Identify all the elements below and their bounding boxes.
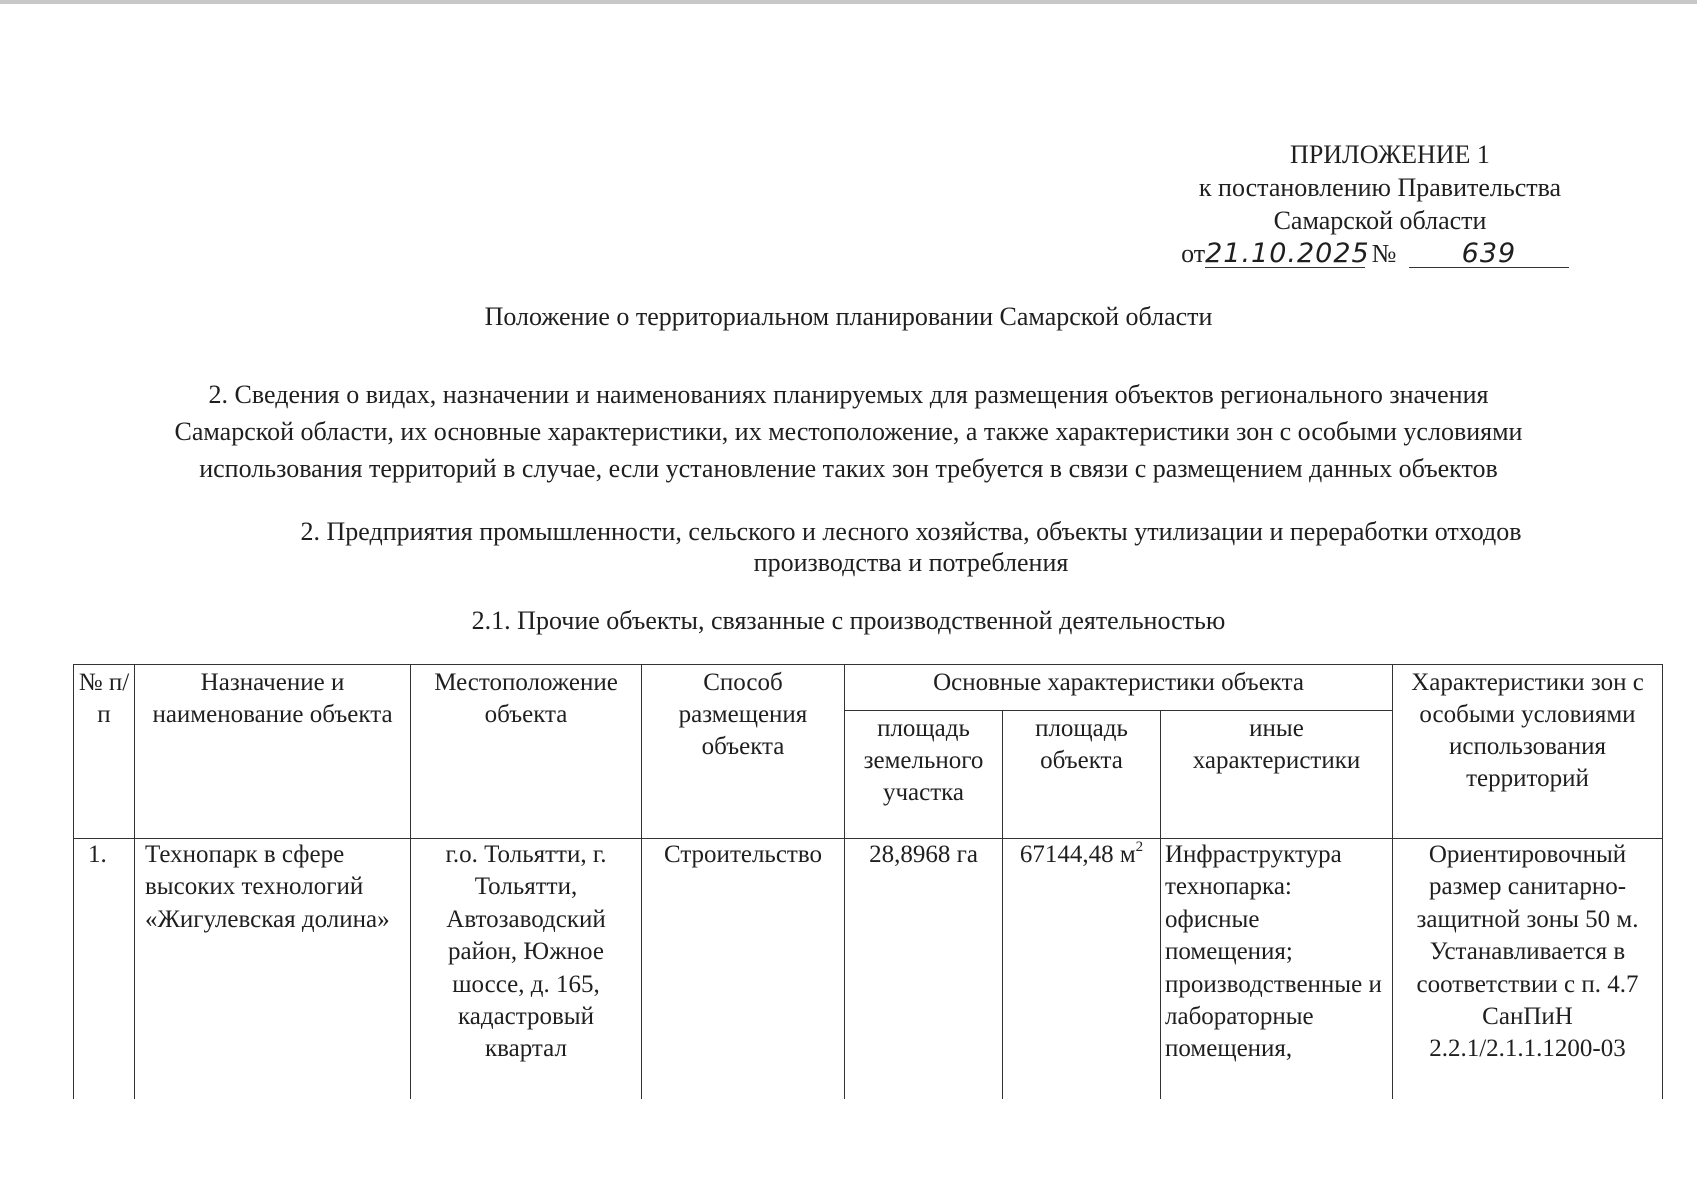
- row-object-area-unit-power: 2: [1135, 839, 1144, 855]
- header-purpose: Назначение и наименование объекта: [135, 665, 411, 839]
- appendix-region: Самарской области: [1273, 206, 1487, 235]
- row-method: Строительство: [642, 839, 845, 1099]
- decree-line: [1150, 237, 1600, 270]
- appendix-decree: к постановлению Правительства: [1198, 173, 1562, 202]
- header-object-area: площадь объекта: [1003, 711, 1161, 839]
- row-object-area: [1003, 839, 1161, 1099]
- date-prefix: от: [1181, 239, 1206, 268]
- row-other-characteristics: Инфраструктура технопарка: офисные помещения; производственные и лабораторные помещения,: [1161, 839, 1393, 1099]
- appendix-block: [1160, 138, 1600, 270]
- section-2-line-2: Самарской области, их основные характеристики, их местоположение, а также характеристики зон с особыми условиями: [174, 417, 1523, 446]
- handwritten-number: 639: [1409, 241, 1569, 268]
- header-main-characteristics: Основные характеристики объекта: [845, 665, 1393, 711]
- section-2-2-heading: [0, 516, 1697, 578]
- section-2-line-1: 2. Сведения о видах, назначении и наименованиях планируемых для размещения объектов регионального значения: [208, 380, 1489, 409]
- table-row: [74, 839, 1663, 1099]
- document-title: Положение о территориальном планировании Самарской области: [484, 302, 1213, 331]
- header-location: Местоположение объекта: [411, 665, 642, 839]
- header-method: Способ размещения объекта: [642, 665, 845, 839]
- row-location: г.о. Тольятти, г. Тольятти, Автозаводский район, Южное шоссе, д. 165, кадастровый квартал: [411, 839, 642, 1099]
- section-2-line-3: использования территорий в случае, если установление таких зон требуется в связи с размещением данных объектов: [199, 454, 1498, 483]
- section-2-2-line-1: 2. Предприятия промышленности, сельского и лесного хозяйства, объекты утилизации и переработки отходов: [300, 517, 1522, 546]
- row-object-area-value: 67144,48 м: [1019, 841, 1136, 868]
- row-purpose: Технопарк в сфере высоких технологий «Жигулевская долина»: [135, 839, 411, 1099]
- header-zones: Характеристики зон с особыми условиями использования территорий: [1393, 665, 1663, 839]
- number-sign: №: [1371, 239, 1397, 268]
- header-land-area: площадь земельного участка: [845, 711, 1003, 839]
- row-zones: Ориентировочный размер санитарно-защитной зоны 50 м. Устанавливается в соответствии с п. 4.7 СанПиН 2.2.1/2.1.1.1200-03: [1393, 839, 1663, 1099]
- header-other-characteristics: иные характеристики: [1161, 711, 1393, 839]
- scan-top-edge: [0, 0, 1697, 4]
- header-num: № п/п: [74, 665, 135, 839]
- row-num: 1.: [74, 839, 135, 1099]
- section-2-2-line-2: производства и потребления: [753, 548, 1069, 577]
- section-2-1-heading: 2.1. Прочие объекты, связанные с производственной деятельностью: [471, 606, 1226, 635]
- objects-table: [73, 664, 1663, 1099]
- row-land-area: 28,8968 га: [845, 839, 1003, 1099]
- handwritten-date: 21.10.2025: [1205, 238, 1370, 269]
- section-2-heading: [0, 376, 1697, 487]
- appendix-title: ПРИЛОЖЕНИЕ 1: [1290, 140, 1490, 169]
